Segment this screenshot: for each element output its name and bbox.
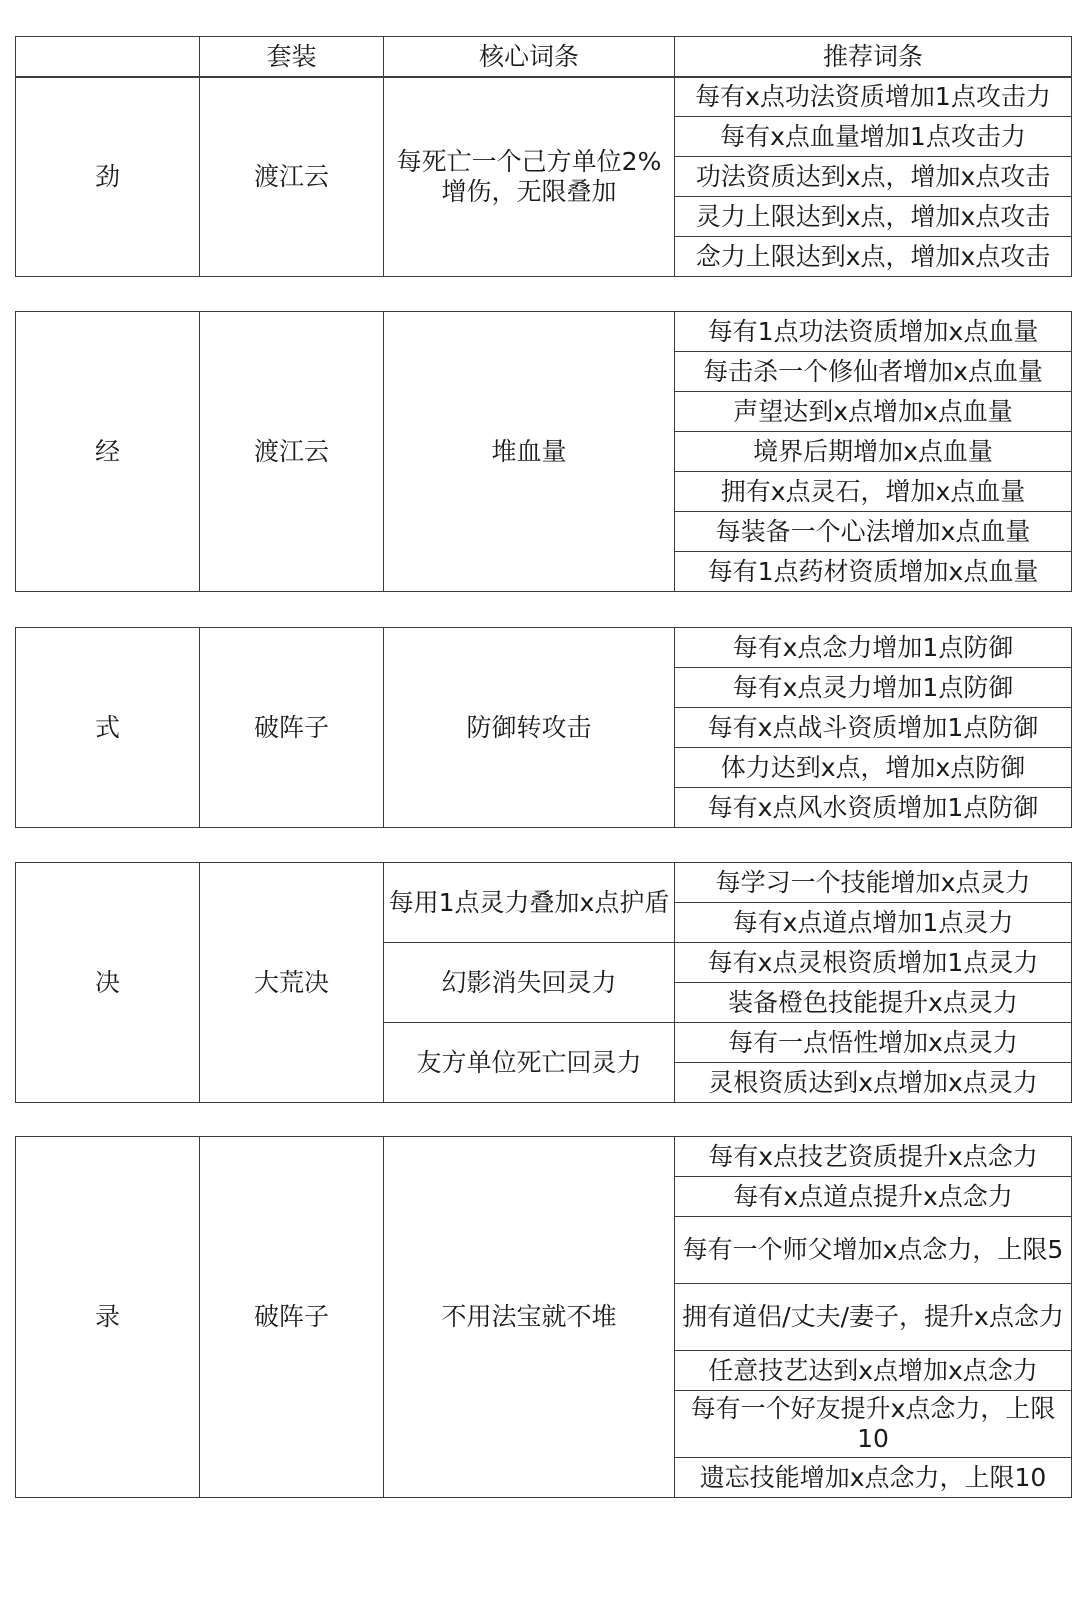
core-entry: 不用法宝就不堆 [384, 1137, 675, 1498]
recommended-entry: 每有x点道点增加1点灵力 [675, 903, 1072, 943]
header-cell-set: 套装 [200, 37, 384, 78]
core-entry: 防御转攻击 [384, 628, 675, 828]
item-name: 决 [16, 863, 200, 1103]
table-row [16, 312, 1072, 352]
recommended-entry: 功法资质达到x点，增加x点攻击 [675, 157, 1072, 197]
recommended-entry: 体力达到x点，增加x点防御 [675, 748, 1072, 788]
recommended-entry: 遗忘技能增加x点念力，上限10 [675, 1458, 1072, 1498]
item-name: 式 [16, 628, 200, 828]
recommended-entry: 每有x点功法资质增加1点攻击力 [675, 77, 1072, 117]
header-cell-core: 核心词条 [384, 37, 675, 78]
recommended-entry: 灵力上限达到x点，增加x点攻击 [675, 197, 1072, 237]
core-entry: 每死亡一个己方单位2%增伤，无限叠加 [384, 77, 675, 277]
block-lu [15, 1136, 1072, 1498]
recommended-entry: 每有x点灵力增加1点防御 [675, 668, 1072, 708]
core-entry: 每用1点灵力叠加x点护盾 [384, 863, 675, 943]
block-jin [15, 76, 1072, 277]
recommended-entry: 每有x点念力增加1点防御 [675, 628, 1072, 668]
block-jing [15, 311, 1072, 592]
recommended-entry: 每有x点战斗资质增加1点防御 [675, 708, 1072, 748]
set-name: 破阵子 [200, 628, 384, 828]
header-cell-name [16, 37, 200, 78]
header-row [16, 37, 1072, 78]
recommended-entry: 每有1点功法资质增加x点血量 [675, 312, 1072, 352]
recommended-entry: 念力上限达到x点，增加x点攻击 [675, 237, 1072, 277]
recommended-entry: 装备橙色技能提升x点灵力 [675, 983, 1072, 1023]
core-entry: 堆血量 [384, 312, 675, 592]
recommended-entry: 每学习一个技能增加x点灵力 [675, 863, 1072, 903]
recommended-entry: 每有x点道点提升x点念力 [675, 1177, 1072, 1217]
recommended-entry: 每有一点悟性增加x点灵力 [675, 1023, 1072, 1063]
block-jue [15, 862, 1072, 1103]
item-name: 经 [16, 312, 200, 592]
recommended-entry: 灵根资质达到x点增加x点灵力 [675, 1063, 1072, 1103]
recommended-entry: 每有一个师父增加x点念力，上限5 [675, 1217, 1072, 1284]
item-name: 劲 [16, 77, 200, 277]
recommended-entry: 每有x点技艺资质提升x点念力 [675, 1137, 1072, 1177]
recommended-entry: 拥有道侣/丈夫/妻子，提升x点念力 [675, 1284, 1072, 1351]
recommended-entry: 每有一个好友提升x点念力，上限10 [675, 1391, 1072, 1458]
recommended-entry: 每有x点血量增加1点攻击力 [675, 117, 1072, 157]
block-shi [15, 627, 1072, 828]
recommended-entry: 拥有x点灵石，增加x点血量 [675, 472, 1072, 512]
header-table [15, 36, 1072, 78]
table-row [16, 863, 1072, 903]
recommended-entry: 每击杀一个修仙者增加x点血量 [675, 352, 1072, 392]
recommended-entry: 声望达到x点增加x点血量 [675, 392, 1072, 432]
core-entry: 幻影消失回灵力 [384, 943, 675, 1023]
recommended-entry: 境界后期增加x点血量 [675, 432, 1072, 472]
set-name: 渡江云 [200, 77, 384, 277]
set-name: 渡江云 [200, 312, 384, 592]
set-name: 大荒决 [200, 863, 384, 1103]
table-row [16, 628, 1072, 668]
core-entry: 友方单位死亡回灵力 [384, 1023, 675, 1103]
table-row [16, 1137, 1072, 1177]
header-cell-recommended: 推荐词条 [675, 37, 1072, 78]
recommended-entry: 每有x点灵根资质增加1点灵力 [675, 943, 1072, 983]
recommended-entry: 每装备一个心法增加x点血量 [675, 512, 1072, 552]
item-name: 录 [16, 1137, 200, 1498]
recommended-entry: 任意技艺达到x点增加x点念力 [675, 1351, 1072, 1391]
recommended-entry: 每有1点药材资质增加x点血量 [675, 552, 1072, 592]
recommended-entry: 每有x点风水资质增加1点防御 [675, 788, 1072, 828]
set-name: 破阵子 [200, 1137, 384, 1498]
table-row [16, 77, 1072, 117]
